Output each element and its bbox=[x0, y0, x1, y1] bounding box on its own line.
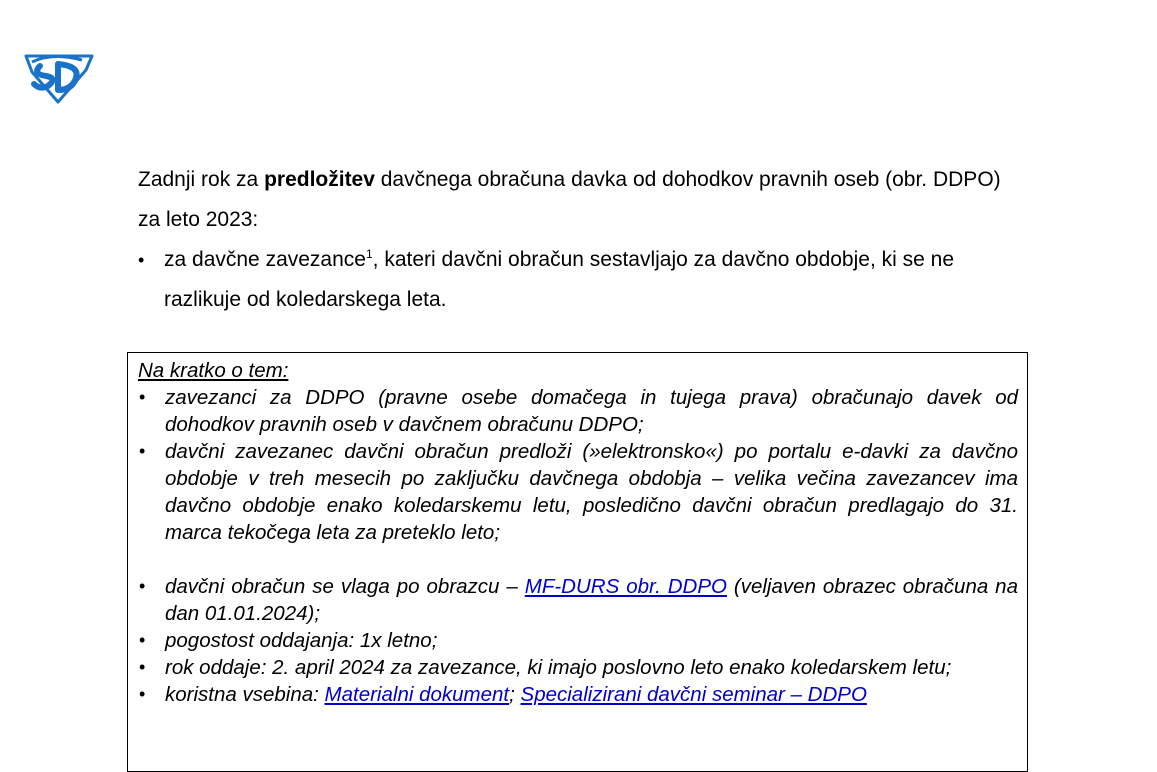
ddpo-form-link[interactable]: MF-DURS obr. DDPO bbox=[524, 575, 727, 598]
list-item: • pogostost oddajanja: 1x letno; bbox=[138, 627, 1018, 654]
list-item bbox=[138, 573, 1018, 627]
box-title: Na kratko o tem: bbox=[138, 359, 289, 382]
intro-list bbox=[138, 240, 1028, 320]
seminar-link[interactable]: Specializirani davčni seminar – DDPO bbox=[520, 683, 867, 706]
bullet-text: za davčne zavezance bbox=[164, 248, 366, 271]
summary-box bbox=[127, 352, 1028, 772]
intro-bullet bbox=[138, 240, 1028, 320]
list-item: • rok oddaje: 2. april 2024 za zavezance, ki imajo poslovno leto enako koledarskem letu; bbox=[138, 654, 1018, 681]
intro-text: Zadnji rok za bbox=[138, 168, 265, 191]
intro-text-rest: davčnega obračuna davka od dohodkov pravnih oseb (obr. DDPO) za leto 2023: bbox=[138, 168, 1001, 231]
summary-list bbox=[138, 384, 1018, 708]
company-logo bbox=[22, 48, 96, 104]
bullet-text-rest: , kateri davčni obračun sestavljajo za davčno obdobje, ki se ne razlikuje od koledarskega leta. bbox=[164, 248, 955, 311]
separator: ; bbox=[509, 683, 521, 706]
item-text: davčni obračun se vlaga po obrazcu – bbox=[165, 575, 525, 598]
item-text: koristna vsebina: bbox=[165, 683, 325, 706]
list-item bbox=[138, 681, 1018, 708]
intro-section bbox=[138, 160, 1028, 320]
intro-bold: predložitev bbox=[264, 168, 375, 191]
intro-paragraph bbox=[138, 160, 1028, 240]
list-item: • zavezanci za DDPO (pravne osebe domačega in tujega prava) obračunajo davek od dohodkov pravnih oseb v davčnem obračunu DDPO; bbox=[138, 384, 1018, 438]
material-document-link[interactable]: Materialni dokument bbox=[324, 683, 510, 706]
list-item: • davčni zavezanec davčni obračun predloži (»elektronsko«) po portalu e-davki za davčno obdobje v treh mesecih po zaključku davčnega obdobja – velika večina zavezancev ima davčno obdobje enako koledarskemu letu, posledično davčni obračun predlagajo do 31. marca tekočega leta za preteklo leto; bbox=[138, 438, 1018, 546]
footnote-ref: 1 bbox=[365, 247, 373, 261]
item-text-rest: (veljaven obrazec obračuna na dan 01.01.2024); bbox=[165, 575, 1018, 625]
